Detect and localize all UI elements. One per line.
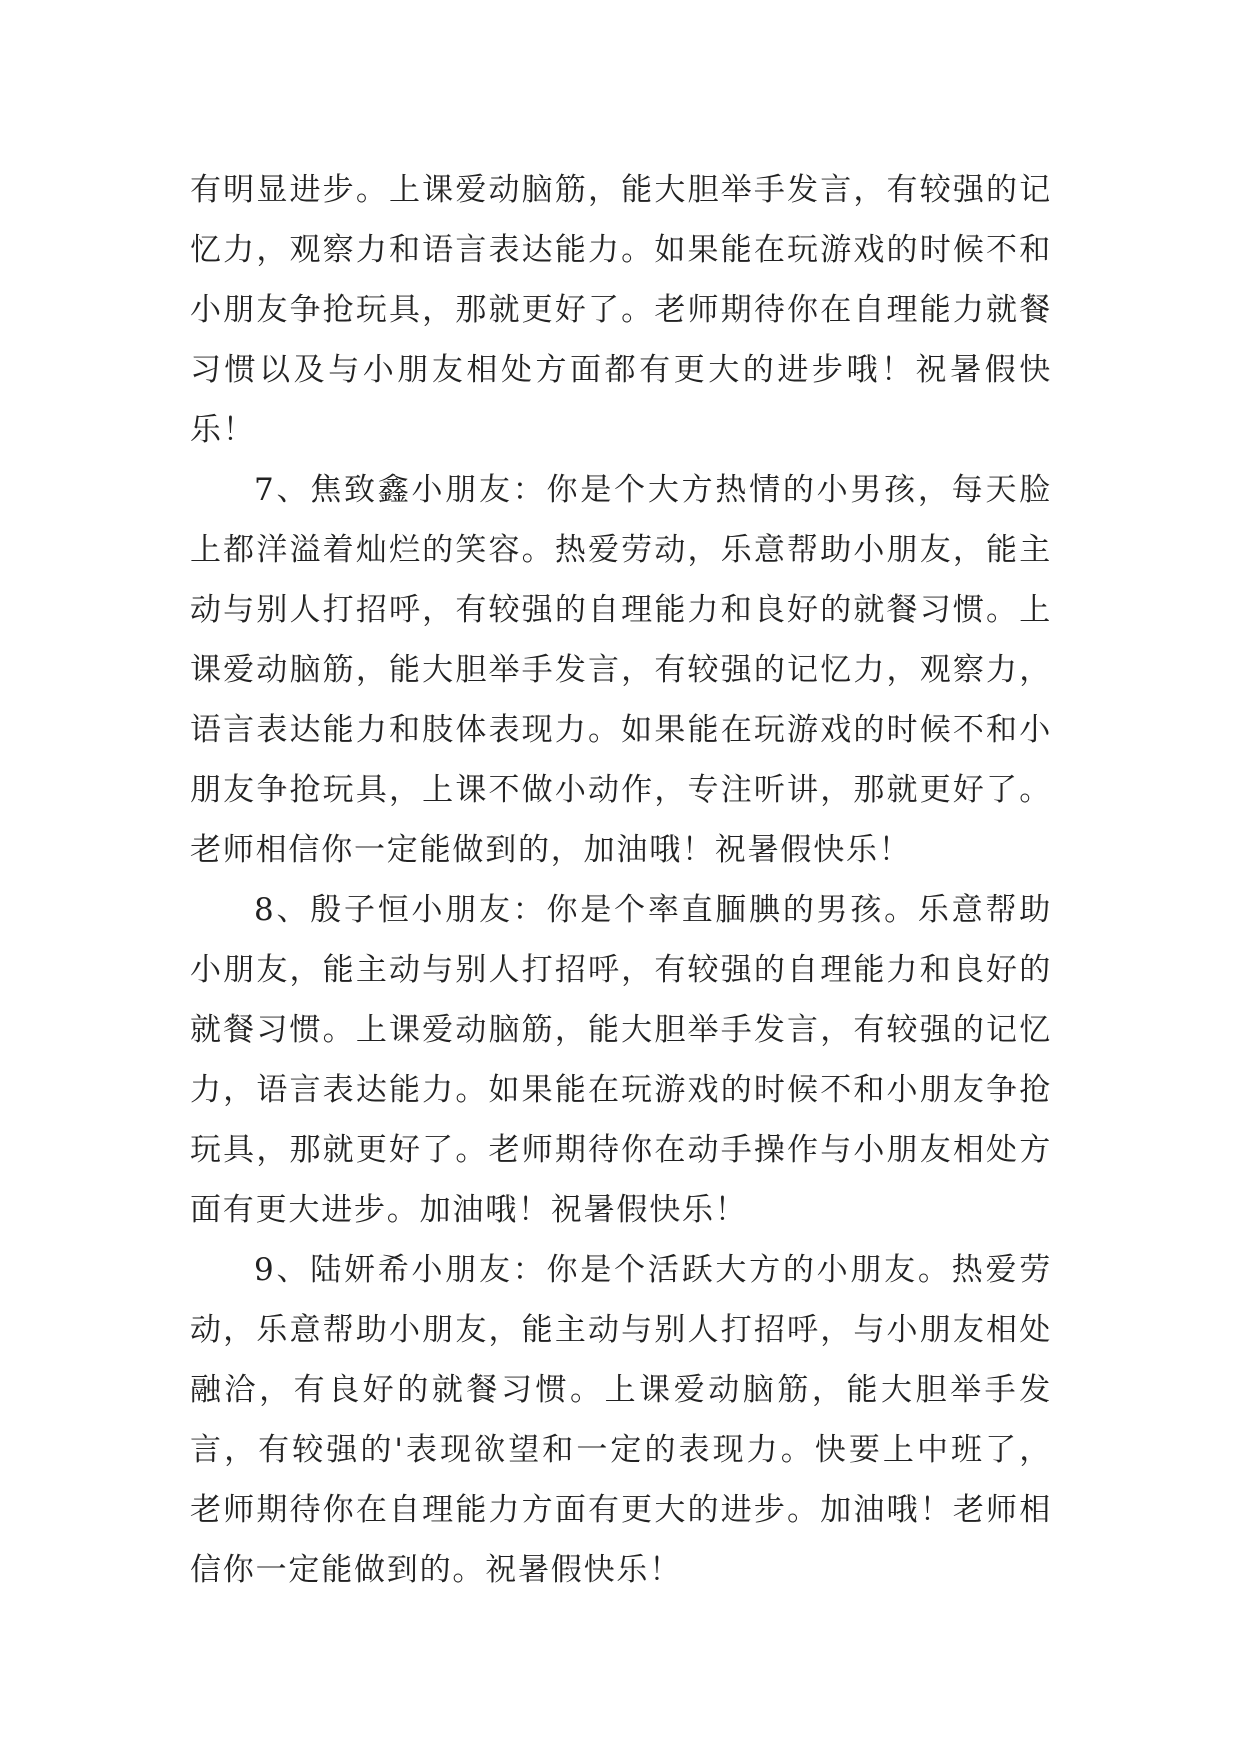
paragraph-continuation: 有明显进步。上课爱动脑筋，能大胆举手发言，有较强的记忆力，观察力和语言表达能力。如果能在玩游戏的时候不和小朋友争抢玩具，那就更好了。老师期待你在自理能力就餐习惯以及与小朋友相处方面都有更大的进步哦！祝暑假快乐！ — [190, 172, 1052, 448]
paragraph-comment-8: 8、殷子恒小朋友：你是个率直腼腆的男孩。乐意帮助小朋友，能主动与别人打招呼，有较强的自理能力和良好的就餐习惯。上课爱动脑筋，能大胆举手发言，有较强的记忆力，语言表达能力。如果能在玩游戏的时候不和小朋友争抢玩具，那就更好了。老师期待你在动手操作与小朋友相处方面有更大进步。加油哦！祝暑假快乐！ — [190, 892, 1052, 1228]
paragraph-comment-9: 9、陆妍希小朋友：你是个活跃大方的小朋友。热爱劳动，乐意帮助小朋友，能主动与别人打招呼，与小朋友相处融洽，有良好的就餐习惯。上课爱动脑筋，能大胆举手发言，有较强的'表现欲望和一定的表现力。快要上中班了，老师期待你在自理能力方面有更大的进步。加油哦！老师相信你一定能做到的。祝暑假快乐！ — [190, 1252, 1052, 1588]
document-page — [190, 160, 1052, 1600]
paragraph-comment-7: 7、焦致鑫小朋友：你是个大方热情的小男孩，每天脸上都洋溢着灿烂的笑容。热爱劳动，乐意帮助小朋友，能主动与别人打招呼，有较强的自理能力和良好的就餐习惯。上课爱动脑筋，能大胆举手发言，有较强的记忆力，观察力，语言表达能力和肢体表现力。如果能在玩游戏的时候不和小朋友争抢玩具，上课不做小动作，专注听讲，那就更好了。老师相信你一定能做到的，加油哦！祝暑假快乐！ — [190, 472, 1052, 868]
